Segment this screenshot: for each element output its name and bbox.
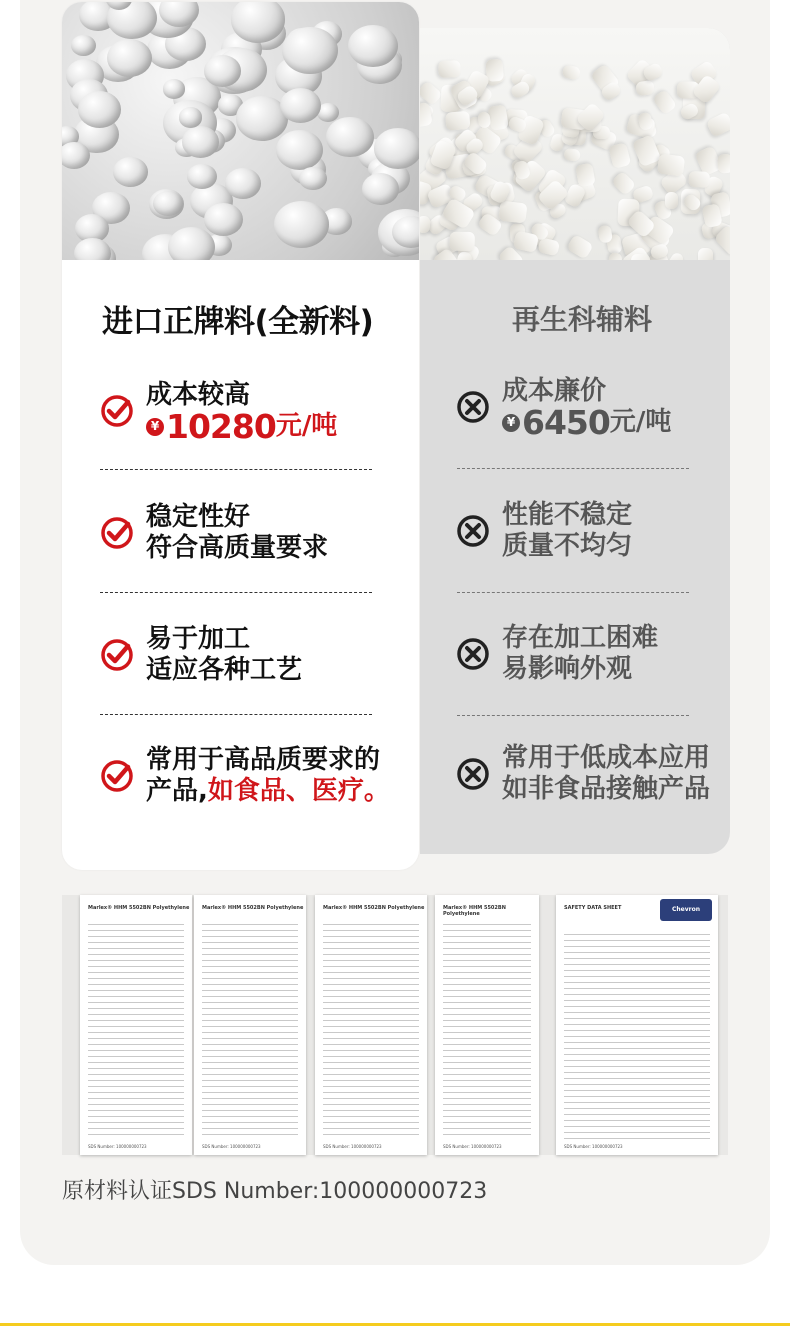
item-line2: 质量不均匀 bbox=[502, 531, 633, 561]
sds-documents-strip bbox=[62, 895, 728, 1155]
clear-pellet bbox=[62, 142, 90, 169]
clear-pellet bbox=[392, 216, 419, 248]
clear-pellet bbox=[204, 203, 243, 236]
white-pellet bbox=[657, 154, 685, 177]
new-material-column bbox=[62, 2, 419, 870]
item-line2: 适应各种工艺 bbox=[146, 655, 303, 685]
stability-item bbox=[456, 500, 632, 562]
white-pellet bbox=[420, 216, 431, 234]
item-line1: 存在加工困难 bbox=[502, 623, 659, 653]
clear-pellet bbox=[282, 27, 338, 74]
white-pellet bbox=[498, 201, 527, 224]
divider bbox=[100, 714, 372, 715]
white-pellet bbox=[653, 89, 678, 115]
cross-circle-icon bbox=[456, 390, 490, 424]
clear-pellet bbox=[153, 191, 183, 216]
item-line1: 易于加工 bbox=[146, 624, 251, 654]
clear-pellet bbox=[179, 107, 203, 127]
price-value: 6450 bbox=[522, 403, 610, 442]
processing-item bbox=[100, 624, 302, 686]
price-unit: 元/吨 bbox=[275, 411, 338, 441]
clear-pellet bbox=[159, 2, 199, 27]
divider bbox=[100, 592, 372, 593]
divider bbox=[457, 592, 689, 593]
item-line2: 符合高质量要求 bbox=[146, 533, 329, 563]
clear-pellet bbox=[326, 117, 374, 157]
white-pellet bbox=[706, 112, 730, 138]
stability-item bbox=[100, 502, 328, 564]
sds-document-page: SAFETY DATA SHEET Chevron SDS Number: 100000000723 bbox=[556, 895, 718, 1155]
clear-pellet bbox=[187, 164, 216, 189]
clear-pellet bbox=[113, 157, 148, 187]
yen-icon: ¥ bbox=[146, 418, 164, 436]
white-pellet bbox=[438, 60, 461, 78]
sds-document-page: Marlex® HHM 5502BN Polyethylene SDS Number: 100000000723 bbox=[435, 895, 539, 1155]
clear-pellet bbox=[71, 35, 96, 56]
clear-pellet bbox=[374, 128, 419, 169]
white-pellet bbox=[575, 162, 596, 187]
cost-label: 成本廉价 bbox=[502, 376, 607, 406]
new-material-title: 进口正牌料(全新料) bbox=[102, 304, 374, 340]
sds-certification-text: 原材料认证SDS Number:100000000723 bbox=[62, 1179, 488, 1204]
yen-icon: ¥ bbox=[502, 414, 520, 432]
divider bbox=[457, 715, 689, 716]
clear-pellets-photo bbox=[62, 2, 419, 260]
white-pellet bbox=[718, 153, 730, 173]
item-line1: 稳定性好 bbox=[146, 502, 251, 532]
price-unit: 元/吨 bbox=[609, 407, 672, 437]
clear-pellet bbox=[225, 168, 261, 199]
check-circle-icon bbox=[100, 394, 134, 428]
white-pellet bbox=[446, 110, 471, 130]
cost-item bbox=[100, 380, 338, 446]
white-pellet bbox=[698, 248, 713, 260]
white-pellet bbox=[567, 234, 594, 259]
white-pellet bbox=[562, 64, 581, 80]
clear-pellet bbox=[168, 227, 215, 260]
white-pellet bbox=[487, 105, 509, 131]
white-pellet bbox=[665, 192, 678, 209]
clear-pellet bbox=[74, 238, 111, 260]
white-pellet bbox=[635, 79, 655, 96]
item-line2: 易影响外观 bbox=[502, 654, 633, 684]
clear-pellet bbox=[107, 39, 152, 77]
chevron-phillips-logo: Chevron bbox=[660, 899, 712, 921]
white-pellet bbox=[631, 254, 651, 260]
clear-pellet bbox=[280, 88, 321, 123]
recycled-material-title: 再生科辅料 bbox=[512, 303, 653, 336]
usage-item bbox=[456, 743, 710, 805]
clear-pellet bbox=[182, 126, 219, 157]
price-value: 10280 bbox=[166, 407, 276, 446]
cross-circle-icon bbox=[456, 514, 490, 548]
white-pellet bbox=[667, 251, 686, 260]
white-pellet bbox=[609, 253, 623, 260]
usage-item bbox=[100, 745, 390, 807]
clear-pellet bbox=[362, 173, 399, 205]
check-circle-icon bbox=[100, 638, 134, 672]
item-line2: 如非食品接触产品 bbox=[502, 774, 711, 804]
clear-pellet bbox=[299, 167, 326, 190]
clear-pellet bbox=[163, 79, 186, 98]
white-pellets-photo bbox=[420, 28, 730, 260]
clear-pellet bbox=[204, 55, 241, 87]
cross-circle-icon bbox=[456, 637, 490, 671]
clear-pellet bbox=[274, 201, 330, 248]
item-line1: 常用于高品质要求的 bbox=[146, 745, 381, 775]
clear-pellet bbox=[78, 91, 121, 128]
sds-document-page: Marlex® HHM 5502BN Polyethylene SDS Number: 100000000723 bbox=[315, 895, 427, 1155]
check-circle-icon bbox=[100, 759, 134, 793]
white-pellet bbox=[689, 171, 711, 188]
cost-label: 成本较高 bbox=[146, 380, 251, 410]
white-pellet bbox=[608, 142, 631, 169]
item-line2-highlight: 如食品、医疗。 bbox=[207, 776, 390, 806]
processing-item bbox=[456, 623, 658, 685]
item-line2-prefix: 产品, bbox=[146, 776, 208, 806]
divider bbox=[100, 469, 372, 470]
clear-pellet bbox=[276, 130, 323, 170]
white-pellet bbox=[513, 231, 539, 253]
cross-circle-icon bbox=[456, 757, 490, 791]
check-circle-icon bbox=[100, 516, 134, 550]
white-pellet bbox=[563, 147, 581, 162]
divider bbox=[457, 468, 689, 469]
sds-document-page: Marlex® HHM 5502BN Polyethylene SDS Number: 100000000723 bbox=[80, 895, 192, 1155]
item-line1: 性能不稳定 bbox=[502, 500, 633, 530]
clear-pellet bbox=[348, 25, 398, 68]
cost-item bbox=[456, 376, 672, 442]
sds-document-page: Marlex® HHM 5502BN Polyethylene SDS Number: 100000000723 bbox=[194, 895, 306, 1155]
white-pellet bbox=[450, 232, 475, 251]
item-line1: 常用于低成本应用 bbox=[502, 743, 711, 773]
